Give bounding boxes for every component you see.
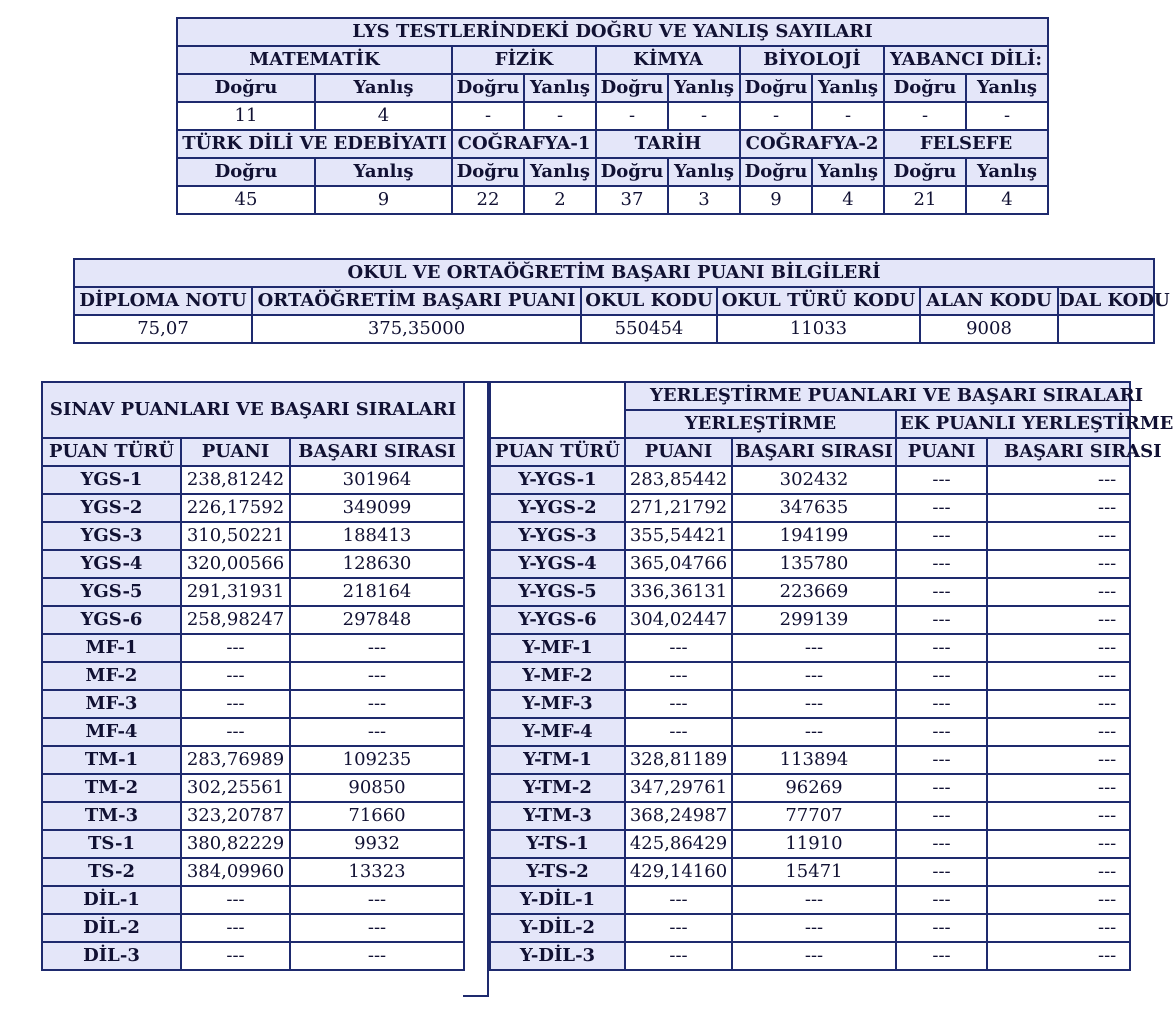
table-row bbox=[42, 830, 464, 858]
table-cell: --- bbox=[896, 466, 987, 494]
okul-value bbox=[1058, 315, 1154, 343]
table-cell: 135780 bbox=[732, 550, 896, 578]
table-row bbox=[490, 746, 1130, 774]
puan-turu-cell: MF-2 bbox=[42, 662, 181, 690]
table-row bbox=[42, 802, 464, 830]
table-cell: 223669 bbox=[732, 578, 896, 606]
table-cell: --- bbox=[896, 634, 987, 662]
lys-group-header: FELSEFE bbox=[884, 130, 1048, 158]
table-cell: --- bbox=[732, 690, 896, 718]
table-cell: 336,36131 bbox=[625, 578, 732, 606]
dogru-header: Doğru bbox=[177, 158, 315, 186]
puan-turu-cell: MF-3 bbox=[42, 690, 181, 718]
table-row bbox=[490, 690, 1130, 718]
table-row bbox=[42, 494, 464, 522]
lys-title: LYS TESTLERİNDEKİ DOĞRU VE YANLIŞ SAYILARI bbox=[177, 18, 1048, 46]
table-cell: 218164 bbox=[290, 578, 464, 606]
table-row bbox=[490, 606, 1130, 634]
table-cell: --- bbox=[987, 662, 1130, 690]
table-cell: --- bbox=[181, 690, 290, 718]
table-cell: 77707 bbox=[732, 802, 896, 830]
yanlis-header: Yanlış bbox=[966, 74, 1048, 102]
sinav-table bbox=[41, 381, 465, 971]
okul-header: ORTAÖĞRETİM BAŞARI PUANI bbox=[252, 287, 581, 315]
table-cell: --- bbox=[987, 830, 1130, 858]
puan-turu-cell: YGS-3 bbox=[42, 522, 181, 550]
table-row bbox=[490, 802, 1130, 830]
table-cell: --- bbox=[987, 802, 1130, 830]
lys-value: 4 bbox=[315, 102, 452, 130]
lys-value: 4 bbox=[966, 186, 1048, 214]
table-cell: 11910 bbox=[732, 830, 896, 858]
lys-value: 9 bbox=[740, 186, 812, 214]
table-row bbox=[490, 718, 1130, 746]
table-cell: --- bbox=[181, 662, 290, 690]
table-cell: 15471 bbox=[732, 858, 896, 886]
table-cell: 304,02447 bbox=[625, 606, 732, 634]
lys-dy-header-row-1 bbox=[177, 74, 1048, 102]
table-cell: 429,14160 bbox=[625, 858, 732, 886]
lys-value: - bbox=[524, 102, 596, 130]
puan-turu-cell: Y-YGS-3 bbox=[490, 522, 625, 550]
table-cell: --- bbox=[987, 494, 1130, 522]
table-cell: --- bbox=[625, 662, 732, 690]
yanlis-header: Yanlış bbox=[966, 158, 1048, 186]
lys-value: - bbox=[452, 102, 524, 130]
table-cell: --- bbox=[732, 914, 896, 942]
puan-turu-cell: DİL-2 bbox=[42, 914, 181, 942]
dogru-header: Doğru bbox=[452, 74, 524, 102]
table-row bbox=[490, 634, 1130, 662]
table-cell: --- bbox=[896, 578, 987, 606]
table-cell: --- bbox=[987, 690, 1130, 718]
yanlis-header: Yanlış bbox=[524, 158, 596, 186]
puan-turu-cell: YGS-6 bbox=[42, 606, 181, 634]
table-row bbox=[42, 662, 464, 690]
yerlestirme-table bbox=[489, 381, 1173, 971]
dogru-header: Doğru bbox=[177, 74, 315, 102]
yanlis-header: Yanlış bbox=[668, 74, 740, 102]
table-cell: 302432 bbox=[732, 466, 896, 494]
puan-turu-cell: Y-TM-1 bbox=[490, 746, 625, 774]
sinav-title: SINAV PUANLARI VE BAŞARI SIRALARI bbox=[42, 382, 464, 438]
table-cell: --- bbox=[625, 942, 732, 970]
table-cell: --- bbox=[625, 718, 732, 746]
puan-turu-cell: TS-2 bbox=[42, 858, 181, 886]
table-cell: --- bbox=[987, 466, 1130, 494]
lys-group-header: KİMYA bbox=[596, 46, 740, 74]
table-cell: --- bbox=[625, 690, 732, 718]
table-cell: 297848 bbox=[290, 606, 464, 634]
table-cell: --- bbox=[732, 718, 896, 746]
table-cell: 302,25561 bbox=[181, 774, 290, 802]
table-cell: 380,82229 bbox=[181, 830, 290, 858]
lys-value: 2 bbox=[524, 186, 596, 214]
table-cell: 355,54421 bbox=[625, 522, 732, 550]
okul-value: 75,07 bbox=[74, 315, 252, 343]
lys-value: 4 bbox=[812, 186, 884, 214]
table-cell: --- bbox=[987, 634, 1130, 662]
table-cell: 71660 bbox=[290, 802, 464, 830]
table-cell: --- bbox=[987, 718, 1130, 746]
yerlestirme-header: BAŞARI SIRASI bbox=[987, 438, 1130, 466]
table-cell: --- bbox=[896, 746, 987, 774]
puan-turu-cell: TM-3 bbox=[42, 802, 181, 830]
table-cell: 301964 bbox=[290, 466, 464, 494]
puan-turu-cell: DİL-1 bbox=[42, 886, 181, 914]
okul-header: ALAN KODU bbox=[920, 287, 1058, 315]
okul-value: 375,35000 bbox=[252, 315, 581, 343]
puan-turu-cell: Y-TM-2 bbox=[490, 774, 625, 802]
table-cell: --- bbox=[290, 662, 464, 690]
yerlestirme-header: BAŞARI SIRASI bbox=[732, 438, 896, 466]
table-cell: 9932 bbox=[290, 830, 464, 858]
lys-value: 11 bbox=[177, 102, 315, 130]
table-cell: 96269 bbox=[732, 774, 896, 802]
yanlis-header: Yanlış bbox=[812, 158, 884, 186]
table-cell: 283,85442 bbox=[625, 466, 732, 494]
table-cell: --- bbox=[896, 606, 987, 634]
sinav-header: PUANI bbox=[181, 438, 290, 466]
table-cell: --- bbox=[896, 914, 987, 942]
lys-value: 21 bbox=[884, 186, 966, 214]
table-cell: 323,20787 bbox=[181, 802, 290, 830]
table-row bbox=[490, 858, 1130, 886]
puan-turu-cell: Y-DİL-3 bbox=[490, 942, 625, 970]
table-cell: --- bbox=[732, 662, 896, 690]
table-cell: --- bbox=[290, 690, 464, 718]
sinav-rows bbox=[42, 466, 464, 970]
table-row bbox=[42, 746, 464, 774]
table-cell: 238,81242 bbox=[181, 466, 290, 494]
lys-value: 9 bbox=[315, 186, 452, 214]
puan-turu-cell: Y-MF-4 bbox=[490, 718, 625, 746]
table-cell: --- bbox=[987, 578, 1130, 606]
table-cell: --- bbox=[625, 634, 732, 662]
puan-turu-cell: Y-YGS-6 bbox=[490, 606, 625, 634]
okul-header: DİPLOMA NOTU bbox=[74, 287, 252, 315]
yerlestirme-sub-header: EK PUANLI YERLEŞTİRME bbox=[896, 410, 1130, 438]
table-row bbox=[42, 718, 464, 746]
table-cell: 271,21792 bbox=[625, 494, 732, 522]
table-cell: 365,04766 bbox=[625, 550, 732, 578]
table-cell: --- bbox=[896, 830, 987, 858]
table-cell: --- bbox=[896, 886, 987, 914]
lys-group-header: COĞRAFYA-1 bbox=[452, 130, 596, 158]
okul-value: 9008 bbox=[920, 315, 1058, 343]
table-row bbox=[490, 886, 1130, 914]
lys-group-header: TÜRK DİLİ VE EDEBİYATI bbox=[177, 130, 452, 158]
table-cell: --- bbox=[987, 550, 1130, 578]
puan-turu-cell: Y-DİL-1 bbox=[490, 886, 625, 914]
puan-turu-cell: TS-1 bbox=[42, 830, 181, 858]
table-cell: 425,86429 bbox=[625, 830, 732, 858]
table-cell: --- bbox=[290, 634, 464, 662]
table-cell: --- bbox=[181, 886, 290, 914]
table-cell: --- bbox=[732, 942, 896, 970]
dogru-header: Doğru bbox=[740, 158, 812, 186]
table-cell: --- bbox=[987, 746, 1130, 774]
table-cell: 194199 bbox=[732, 522, 896, 550]
dogru-header: Doğru bbox=[740, 74, 812, 102]
dogru-header: Doğru bbox=[884, 158, 966, 186]
puan-turu-cell: Y-MF-2 bbox=[490, 662, 625, 690]
yerlestirme-header: PUANI bbox=[896, 438, 987, 466]
puan-turu-cell: YGS-1 bbox=[42, 466, 181, 494]
puan-turu-cell: Y-TS-1 bbox=[490, 830, 625, 858]
puan-turu-cell: YGS-2 bbox=[42, 494, 181, 522]
lys-group-header: COĞRAFYA-2 bbox=[740, 130, 884, 158]
table-row bbox=[42, 466, 464, 494]
table-cell: --- bbox=[290, 718, 464, 746]
table-cell: --- bbox=[987, 858, 1130, 886]
puan-turu-cell: Y-YGS-1 bbox=[490, 466, 625, 494]
table-cell: --- bbox=[181, 942, 290, 970]
lys-value: - bbox=[812, 102, 884, 130]
okul-value: 550454 bbox=[581, 315, 717, 343]
table-cell: --- bbox=[290, 914, 464, 942]
table-cell: --- bbox=[732, 634, 896, 662]
puan-turu-cell: Y-MF-3 bbox=[490, 690, 625, 718]
table-cell: --- bbox=[987, 522, 1130, 550]
okul-value: 11033 bbox=[717, 315, 920, 343]
table-cell: --- bbox=[896, 550, 987, 578]
sinav-header: BAŞARI SIRASI bbox=[290, 438, 464, 466]
table-cell: 188413 bbox=[290, 522, 464, 550]
table-cell: --- bbox=[896, 662, 987, 690]
lys-value: - bbox=[668, 102, 740, 130]
table-cell: --- bbox=[987, 914, 1130, 942]
table-cell: 310,50221 bbox=[181, 522, 290, 550]
lys-group-header: YABANCI DİLİ: bbox=[884, 46, 1048, 74]
lys-group-header: BİYOLOJİ bbox=[740, 46, 884, 74]
table-cell: 347,29761 bbox=[625, 774, 732, 802]
yanlis-header: Yanlış bbox=[524, 74, 596, 102]
table-cell: --- bbox=[896, 690, 987, 718]
puan-turu-cell: Y-YGS-5 bbox=[490, 578, 625, 606]
okul-header: DAL KODU bbox=[1058, 287, 1154, 315]
table-cell: --- bbox=[896, 774, 987, 802]
table-row bbox=[42, 522, 464, 550]
puan-turu-cell: TM-2 bbox=[42, 774, 181, 802]
yerlestirme-sub-header: YERLEŞTİRME bbox=[625, 410, 896, 438]
yanlis-header: Yanlış bbox=[315, 74, 452, 102]
lys-value: - bbox=[596, 102, 668, 130]
table-cell: 113894 bbox=[732, 746, 896, 774]
table-row bbox=[490, 494, 1130, 522]
puan-turu-cell: Y-DİL-2 bbox=[490, 914, 625, 942]
lys-value: - bbox=[884, 102, 966, 130]
table-row bbox=[42, 942, 464, 970]
yerlestirme-header: PUANI bbox=[625, 438, 732, 466]
table-cell: --- bbox=[625, 914, 732, 942]
table-row bbox=[42, 774, 464, 802]
table-cell: --- bbox=[896, 718, 987, 746]
lys-value: - bbox=[740, 102, 812, 130]
table-row bbox=[490, 466, 1130, 494]
puan-turu-cell: DİL-3 bbox=[42, 942, 181, 970]
table-cell: --- bbox=[181, 718, 290, 746]
puan-turu-cell: YGS-5 bbox=[42, 578, 181, 606]
okul-title: OKUL VE ORTAÖĞRETİM BAŞARI PUANI BİLGİLERİ bbox=[74, 259, 1154, 287]
table-separator bbox=[463, 381, 489, 997]
table-cell: 258,98247 bbox=[181, 606, 290, 634]
table-cell: 90850 bbox=[290, 774, 464, 802]
lys-value: 3 bbox=[668, 186, 740, 214]
table-cell: 13323 bbox=[290, 858, 464, 886]
table-cell: 283,76989 bbox=[181, 746, 290, 774]
yerlestirme-title: YERLEŞTİRME PUANLARI VE BAŞARI SIRALARI bbox=[625, 382, 1130, 410]
table-row bbox=[490, 942, 1130, 970]
puan-turu-cell: Y-YGS-4 bbox=[490, 550, 625, 578]
lys-group-header: MATEMATİK bbox=[177, 46, 452, 74]
lys-value: - bbox=[966, 102, 1048, 130]
puan-turu-cell: YGS-4 bbox=[42, 550, 181, 578]
sinav-header: PUAN TÜRÜ bbox=[42, 438, 181, 466]
puan-turu-cell: Y-TM-3 bbox=[490, 802, 625, 830]
table-cell: 349099 bbox=[290, 494, 464, 522]
table-row bbox=[42, 690, 464, 718]
yanlis-header: Yanlış bbox=[812, 74, 884, 102]
lys-dy-header-row-2 bbox=[177, 158, 1048, 186]
table-cell: --- bbox=[732, 886, 896, 914]
yanlis-header: Yanlış bbox=[668, 158, 740, 186]
dogru-header: Doğru bbox=[884, 74, 966, 102]
lys-value: 37 bbox=[596, 186, 668, 214]
table-row bbox=[490, 774, 1130, 802]
table-cell: 384,09960 bbox=[181, 858, 290, 886]
table-cell: --- bbox=[896, 522, 987, 550]
table-cell: 320,00566 bbox=[181, 550, 290, 578]
yerlestirme-header: PUAN TÜRÜ bbox=[490, 438, 625, 466]
dogru-header: Doğru bbox=[596, 158, 668, 186]
table-row bbox=[490, 830, 1130, 858]
yanlis-header: Yanlış bbox=[315, 158, 452, 186]
table-cell: --- bbox=[181, 634, 290, 662]
table-cell: --- bbox=[987, 942, 1130, 970]
lys-group-header: TARİH bbox=[596, 130, 740, 158]
table-cell: --- bbox=[987, 606, 1130, 634]
table-row bbox=[42, 914, 464, 942]
okul-header: OKUL KODU bbox=[581, 287, 717, 315]
table-row bbox=[42, 578, 464, 606]
puan-turu-cell: Y-TS-2 bbox=[490, 858, 625, 886]
lys-table bbox=[176, 17, 1049, 215]
table-cell: 291,31931 bbox=[181, 578, 290, 606]
table-cell: --- bbox=[290, 942, 464, 970]
table-row bbox=[42, 634, 464, 662]
table-row bbox=[42, 886, 464, 914]
puan-turu-cell: MF-4 bbox=[42, 718, 181, 746]
lys-group-header: FİZİK bbox=[452, 46, 596, 74]
dogru-header: Doğru bbox=[452, 158, 524, 186]
table-cell: --- bbox=[625, 886, 732, 914]
okul-table bbox=[73, 258, 1170, 344]
table-row bbox=[490, 914, 1130, 942]
table-cell: 328,81189 bbox=[625, 746, 732, 774]
puan-turu-cell: Y-YGS-2 bbox=[490, 494, 625, 522]
table-cell: --- bbox=[896, 942, 987, 970]
table-row bbox=[42, 858, 464, 886]
table-cell: --- bbox=[987, 886, 1130, 914]
table-cell: --- bbox=[896, 494, 987, 522]
table-cell: 109235 bbox=[290, 746, 464, 774]
table-cell: 299139 bbox=[732, 606, 896, 634]
puan-turu-cell: MF-1 bbox=[42, 634, 181, 662]
table-cell: 368,24987 bbox=[625, 802, 732, 830]
lys-value: 22 bbox=[452, 186, 524, 214]
table-row bbox=[490, 522, 1130, 550]
yerlestirme-corner bbox=[490, 382, 625, 438]
puan-turu-cell: TM-1 bbox=[42, 746, 181, 774]
yerlestirme-rows bbox=[490, 466, 1130, 970]
table-row bbox=[490, 662, 1130, 690]
table-cell: --- bbox=[896, 858, 987, 886]
table-cell: --- bbox=[987, 774, 1130, 802]
table-row bbox=[490, 550, 1130, 578]
dogru-header: Doğru bbox=[596, 74, 668, 102]
table-cell: --- bbox=[181, 914, 290, 942]
puan-turu-cell: Y-MF-1 bbox=[490, 634, 625, 662]
table-row bbox=[42, 606, 464, 634]
table-cell: 347635 bbox=[732, 494, 896, 522]
okul-header: OKUL TÜRÜ KODU bbox=[717, 287, 920, 315]
table-cell: --- bbox=[896, 802, 987, 830]
table-row bbox=[490, 578, 1130, 606]
lys-value: 45 bbox=[177, 186, 315, 214]
table-cell: 128630 bbox=[290, 550, 464, 578]
table-row bbox=[42, 550, 464, 578]
table-cell: --- bbox=[290, 886, 464, 914]
table-cell: 226,17592 bbox=[181, 494, 290, 522]
